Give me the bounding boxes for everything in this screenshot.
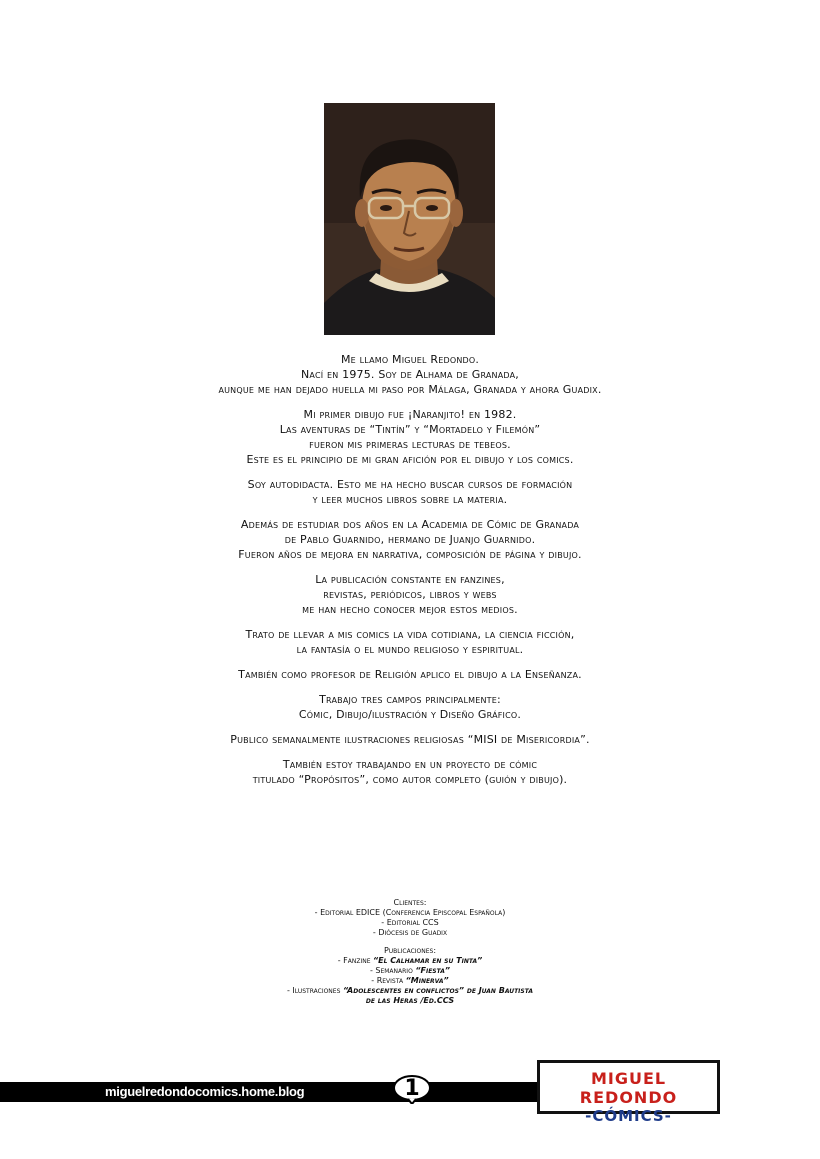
clients-block (160, 898, 660, 938)
bio-paragraph (100, 757, 720, 787)
bio-line: También estoy trabajando en un proyecto de cómic (282, 758, 538, 771)
bio-line: Este es el principio de mi gran afición por el dibujo y los comics. (246, 453, 574, 466)
bio-line: aunque me han dejado huella mi paso por Málaga, Granada y ahora Guadix. (218, 383, 602, 396)
bio-line: revistas, periódicos, libros y webs (323, 588, 497, 601)
bio-line: Además de estudiar dos años en la Academia de Cómic de Granada (240, 518, 580, 531)
brand-logo (537, 1060, 720, 1125)
publication-prefix: - Revista (371, 976, 406, 985)
publications-block (160, 946, 660, 1006)
logo-title: MIGUEL REDONDO (579, 1069, 678, 1107)
publication-title: “Minerva” (405, 976, 449, 985)
bio-line: y leer muchos libros sobre la materia. (312, 493, 508, 506)
bio-line: La publicación constante en fanzines, (315, 573, 505, 586)
bio-line: Trato de llevar a mis comics la vida cotidiana, la ciencia ficción, (245, 628, 575, 641)
bio-paragraph (100, 572, 720, 617)
bio-line: Cómic, Dibujo/ilustración y Diseño Gráfico. (298, 708, 522, 721)
bio-text (100, 352, 720, 797)
bio-line: Trabajo tres campos principalmente: (319, 693, 501, 706)
bio-line: Publico semanalmente ilustraciones religiosas “MISI de Misericordia”. (230, 733, 590, 746)
bio-line: Soy autodidacta. Esto me ha hecho buscar cursos de formación (247, 478, 573, 491)
bio-paragraph (100, 517, 720, 562)
author-portrait (324, 103, 495, 335)
bio-line: titulado “Propósitos”, como autor completo (guión y dibujo). (252, 773, 568, 786)
publication-item (160, 956, 660, 966)
publication-item (160, 966, 660, 976)
publication-item-continued: de las Heras /Ed.CCS (365, 996, 455, 1005)
publication-prefix: - Ilustraciones (287, 986, 343, 995)
bio-paragraph (100, 692, 720, 722)
publication-prefix: - Semanario (369, 966, 416, 975)
bio-line: También como profesor de Religión aplico el dibujo a la Enseñanza. (238, 668, 582, 681)
publication-prefix: - Fanzine (337, 956, 374, 965)
client-item: - Editorial EDICE (Conferencia Episcopal Española) (314, 908, 506, 917)
publication-title: “El Calhamar en su Tinta” (373, 956, 483, 965)
bio-line: fueron mis primeras lecturas de tebeos. (309, 438, 511, 451)
publication-item (160, 976, 660, 986)
bio-line: Fueron años de mejora en narrativa, composición de página y dibujo. (238, 548, 582, 561)
bio-paragraph (100, 732, 720, 747)
bio-line: me han hecho conocer mejor estos medios. (302, 603, 518, 616)
publication-item (160, 986, 660, 996)
bio-line: Nací en 1975. Soy de Alhama de Granada, (301, 368, 519, 381)
clients-publications (160, 898, 660, 1014)
portrait-illustration (324, 103, 495, 335)
client-item: - Diócesis de Guadix (372, 928, 448, 937)
client-item: - Editorial CCS (381, 918, 439, 927)
bio-paragraph (100, 627, 720, 657)
bio-line: Las aventuras de “Tintín” y “Mortadelo y Filemón” (279, 423, 541, 436)
clients-heading: Clientes: (393, 898, 427, 907)
bio-paragraph (100, 477, 720, 507)
page-number: 1 (404, 1076, 420, 1101)
bio-paragraph (100, 407, 720, 467)
bio-line: Mi primer dibujo fue ¡Naranjito! en 1982. (303, 408, 517, 421)
bio-line: de Pablo Guarnido, hermano de Juanjo Guarnido. (284, 533, 536, 546)
logo-subtitle: -CÓMICS- (585, 1107, 672, 1125)
publications-heading: Publicaciones: (383, 946, 437, 955)
publication-title: “Adolescentes en conflictos” de Juan Bautista (342, 986, 533, 995)
bio-line: Me llamo Miguel Redondo. (340, 353, 480, 366)
bio-line: la fantasía o el mundo religioso y espiritual. (296, 643, 524, 656)
bio-paragraph (100, 352, 720, 397)
bio-paragraph (100, 667, 720, 682)
publication-title: “Fiesta” (415, 966, 451, 975)
website-link[interactable]: miguelredondocomics.home.blog (105, 1084, 305, 1099)
